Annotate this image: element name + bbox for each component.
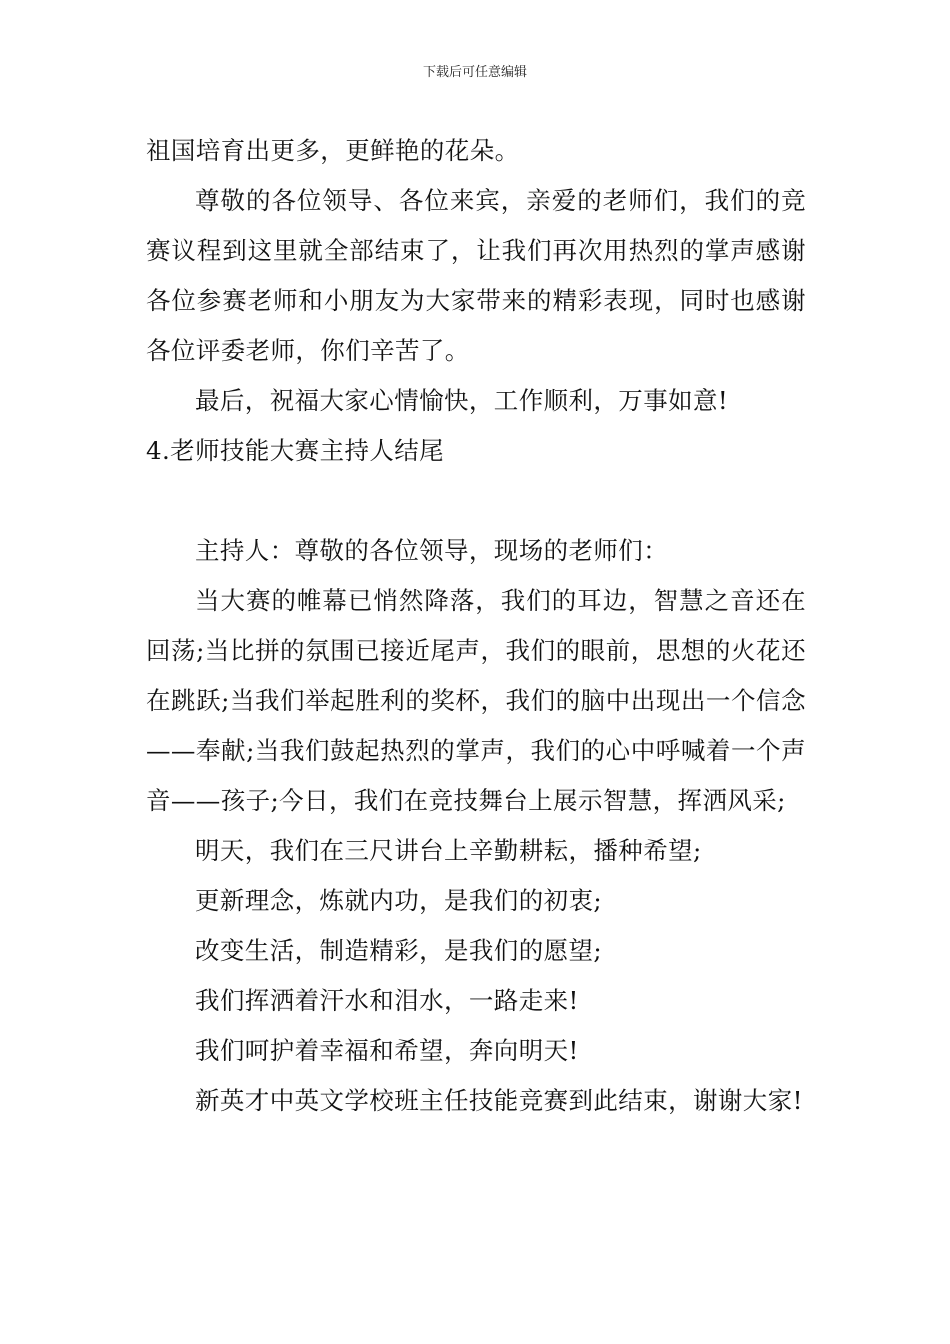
paragraph: 最后，祝福大家心情愉快，工作顺利，万事如意!: [195, 386, 729, 415]
section-heading: 4.老师技能大赛主持人结尾: [146, 436, 445, 465]
paragraph: 改变生活，制造精彩，是我们的愿望;: [195, 936, 603, 965]
paragraph: 明天，我们在三尺讲台上辛勤耕耘，播种希望;: [195, 836, 702, 865]
paragraph: 我们呵护着幸福和希望，奔向明天!: [195, 1036, 579, 1065]
paragraph: 我们挥洒着汗水和泪水，一路走来!: [195, 986, 579, 1015]
paragraph: 新英才中英文学校班主任技能竞赛到此结束，谢谢大家!: [195, 1086, 803, 1115]
paragraph: 尊敬的各位领导、各位来宾，亲爱的老师们，我们的竞赛议程到这里就全部结束了，让我们再次用热烈的掌声感谢各位参赛老师和小朋友为大家带来的精彩表现，同时也感谢各位评委老师，你们辛苦了。: [146, 186, 806, 365]
blank-line: [146, 476, 806, 526]
paragraph: 主持人：尊敬的各位领导，现场的老师们：: [195, 536, 669, 565]
paragraph: 当大赛的帷幕已悄然降落，我们的耳边，智慧之音还在回荡;当比拼的氛围已接近尾声，我们的眼前，思想的火花还在跳跃;当我们举起胜利的奖杯，我们的脑中出现出一个信念——奉献;当我们鼓起热烈的掌声，我们的心中呼喊着一个声音——孩子;今日，我们在竞技舞台上展示智慧，挥洒风采;: [146, 586, 806, 815]
document-body: [146, 126, 806, 1126]
paragraph: 祖国培育出更多，更鲜艳的花朵。: [146, 136, 520, 165]
paragraph: 更新理念，炼就内功，是我们的初衷;: [195, 886, 603, 915]
page-header: 下载后可任意编辑: [422, 65, 527, 80]
